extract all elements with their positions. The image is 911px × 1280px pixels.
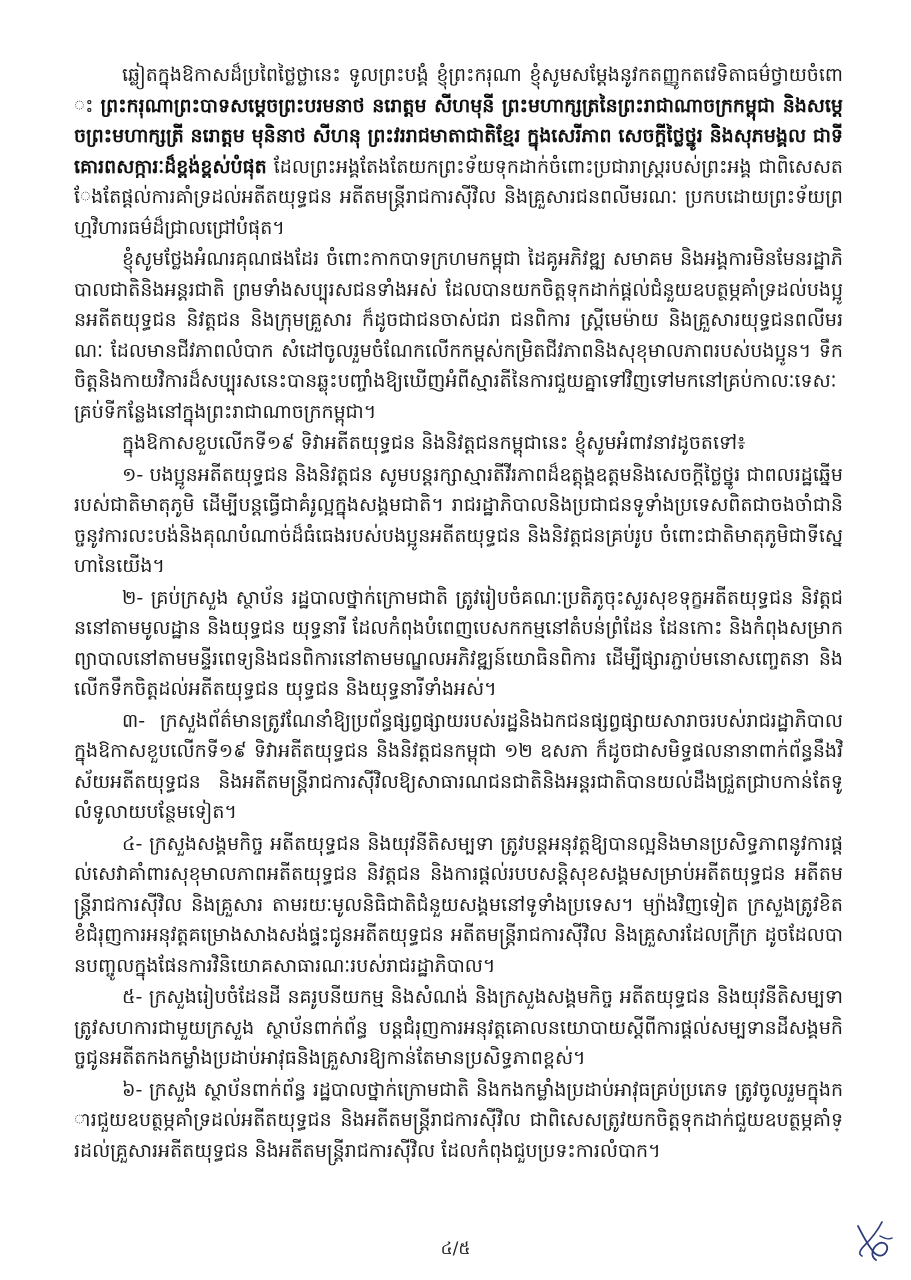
intro-paragraph <box>74 60 843 243</box>
appeal-item-5: ៥- ក្រសួងរៀបចំដែនដី នគរូបនីយកម្ម និងសំណង់ និងក្រសួងសង្គមកិច្ច អតីតយុទ្ធជន និងយុវនីតិសម្បទា ត្រូវសហការជាមួយក្រសួង ស្ថាប័នពាក់ព័ន្ធ បន្តជំរុញការអនុវត្តគោលនយោបាយស្តីពីការផ្តល់សម្បទានដីសង្គមកិច្ចជូនអតីតកងកម្លាំងប្រដាប់អាវុធនិងគ្រួសារឱ្យកាន់តែមានប្រសិទ្ធភាពខ្ពស់។ <box>74 986 843 1069</box>
royal-titles: ព្រះករុណាព្រះបាទសម្តេចព្រះបរមនាថ នរោត្តម សីហមុនី ព្រះមហាក្សត្រនៃព្រះរាជាណាចក្រកម្ពុជា និងសម្តេចព្រះមហាក្សត្រី នរោត្តម មុនិនាថ សីហនុ ព្រះវររាជមាតាជាតិខ្មែរ ក្នុងសេរីភាព សេចក្តីថ្លៃថ្នូរ និងសុភមង្គល ជាទីគោរពសក្ការៈដ៏ខ្ពង់ខ្ពស់បំផុត <box>74 94 843 178</box>
thanks-paragraph: ខ្ញុំសូមថ្លែងអំណរគុណផងដែរ ចំពោះកាកបាទក្រហមកម្ពុជា ដៃគូអភិវឌ្ឍ សមាគម និងអង្គការមិនមែនរដ្ឋាភិបាលជាតិនិងអន្តរជាតិ ព្រមទាំងសប្បុរសជនទាំងអស់ ដែលបានយកចិត្តទុកដាក់ផ្តល់ជំនួយឧបត្ថម្ភគាំទ្រដល់បងប្អូនអតីតយុទ្ធជន និវត្តជន និងក្រុមគ្រួសារ ក៏ដូចជាជនចាស់ជរា ជនពិការ ស្ត្រីមេម៉ាយ និងគ្រួសារយុទ្ធជនពលីមរណៈ ដែលមានជីវភាពលំបាក សំដៅចូលរួមចំណែកលើកកម្ពស់កម្រិតជីវភាពនិងសុខុមាលភាពរបស់បងប្អូន។ ទឹកចិត្តនិងកាយវិការដ៏សប្បុរសនេះបានឆ្លុះបញ្ចាំងឱ្យឃើញអំពីស្មារតីនៃការជួយគ្នាទៅវិញទៅមកនៅគ្រប់កាលៈទេសៈ គ្រប់ទីកន្លែងនៅក្នុងព្រះរាជាណាចក្រកម្ពុជា។ <box>74 248 843 423</box>
intro-text-end: ដែលព្រះអង្គតែងតែយកព្រះទ័យទុកដាក់ចំពោះប្រជារាស្ត្ររបស់ព្រះអង្គ ជាពិសេសតែងតែផ្តល់ការគាំទ្រដល់អតីតយុទ្ធជន អតីតមន្ត្រីរាជការស៊ីវិល និងគ្រួសារជនពលីមរណៈ ប្រកបដោយព្រះទ័យព្រហ្មវិហារធម៌ដ៏ជ្រាលជ្រៅបំផុត។ <box>74 155 843 239</box>
initials-signature <box>852 1216 896 1264</box>
appeal-item-1: ១- បងប្អូនអតីតយុទ្ធជន និងនិវត្តជន សូមបន្តរក្សាស្មារតីវីរភាពដ៏ឧត្តុង្គឧត្តមនិងសេចក្តីថ្លៃថ្នូរ ជាពលរដ្ឋឆ្នើមរបស់ជាតិមាតុភូមិ ដើម្បីបន្តធ្វើជាគំរូល្អក្នុងសង្គមជាតិ។ រាជរដ្ឋាភិបាលនិងប្រជាជនទូទាំងប្រទេសពិតជាចងចាំជានិច្ចនូវការលះបង់និងគុណបំណាច់ដ៏ធំធេងរបស់បងប្អូនអតីតយុទ្ធជន និងនិវត្តជនគ្រប់រូប ចំពោះជាតិមាតុភូមិជាទីស្នេហានៃយើង។ <box>74 463 843 577</box>
appeal-item-2: ២- គ្រប់ក្រសួង ស្ថាប័ន រដ្ឋបាលថ្នាក់ក្រោមជាតិ ត្រូវរៀបចំគណៈប្រតិភូចុះសួរសុខទុក្ខអតីតយុទ្ធជន និវត្តជននៅតាមមូលដ្ឋាន និងយុទ្ធជន យុទ្ធនារី ដែលកំពុងបំពេញបេសកកម្មនៅតំបន់ព្រំដែន ដែនកោះ និងកំពុងសម្រាកព្យាបាលនៅតាមមន្ទីរពេទ្យនិងជនពិការនៅតាមមណ្ឌលអភិវឌ្ឍន៍យោធិនពិការ ដើម្បីផ្សារភ្ជាប់មនោសញ្ចេតនា និងលើកទឹកចិត្តដល់អតីតយុទ្ធជន យុទ្ធជន និងយុទ្ធនារីទាំងអស់។ <box>74 586 843 700</box>
appeal-item-6: ៦- ក្រសួង ស្ថាប័នពាក់ព័ន្ធ រដ្ឋបាលថ្នាក់ក្រោមជាតិ និងកងកម្លាំងប្រដាប់អាវុធគ្រប់ប្រភេទ ត្រូវចូលរួមក្នុងការជួយឧបត្ថម្ភគាំទ្រដល់អតីតយុទ្ធជន និងអតីតមន្ត្រីរាជការស៊ីវិល ជាពិសេសត្រូវយកចិត្តទុកដាក់ជួយឧបត្ថម្ភគាំទ្រដល់គ្រួសារអតីតយុទ្ធជន និងអតីតមន្ត្រីរាជការស៊ីវិល ដែលកំពុងជួបប្រទះការលំបាក។ <box>74 1078 843 1162</box>
appeal-paragraph: ក្នុងឱកាសខួបលើកទី១៩ ទិវាអតីតយុទ្ធជន និងនិវត្តជនកម្ពុជានេះ ខ្ញុំសូមអំពាវនាវដូចតទៅ៖ <box>122 432 746 454</box>
appeal-item-3: ៣- ក្រសួងព័ត៌មានត្រូវណែនាំឱ្យប្រព័ន្ធផ្សព្វផ្សាយរបស់រដ្ឋនិងឯកជនផ្សព្វផ្សាយសារាចរបស់រាជរដ្ឋាភិបាលក្នុងឱកាសខួបលើកទី១៩ ទិវាអតីតយុទ្ធជន និងនិវត្តជនកម្ពុជា ១២ ឧសភា ក៏ដូចជាសមិទ្ធផលនានាពាក់ព័ន្ធនឹងវិស័យអតីតយុទ្ធជន និងអតីតមន្ត្រីរាជការស៊ីវិលឱ្យសាធារណជនជាតិនិងអន្តរជាតិបានយល់ដឹងជ្រួតជ្រាបកាន់តែទូលំទូលាយបន្ថែមទៀត។ <box>74 709 843 823</box>
intro-text-start: ឆ្លៀតក្នុងឱកាសដ៏ប្រពៃថ្លៃថ្លានេះ ទូលព្រះបង្គំ ខ្ញុំព្រះករុណា ខ្ញុំសូមសម្តែងនូវកតញ្ញូកតវេទិតាធម៌ថ្វាយចំពោះ <box>74 64 843 117</box>
page-number: ៤/៥ <box>440 1239 471 1259</box>
appeal-item-4: ៤- ក្រសួងសង្គមកិច្ច អតីតយុទ្ធជន និងយុវនីតិសម្បទា ត្រូវបន្តអនុវត្តឱ្យបានល្អនិងមានប្រសិទ្ធភាពនូវការផ្តល់សេវាគាំពារសុខុមាលភាពអតីតយុទ្ធជន និវត្តជន និងការផ្តល់របបសន្តិសុខសង្គមសម្រាប់អតីតយុទ្ធជន អតីតមន្ត្រីរាជការស៊ីវិល និងគ្រួសារ តាមរយៈមូលនិធិជាតិជំនួយសង្គមនៅទូទាំងប្រទេស។ ម្យ៉ាងវិញទៀត ក្រសួងត្រូវខិតខំជំរុញការអនុវត្តគម្រោងសាងសង់ផ្ទះជូនអតីតយុទ្ធជន អតីតមន្ត្រីរាជការស៊ីវិល និងគ្រួសារដែលក្រីក្រ ដូចដែលបានបញ្ចូលក្នុងផែនការវិនិយោគសាធារណៈរបស់រាជរដ្ឋាភិបាល។ <box>74 832 843 977</box>
